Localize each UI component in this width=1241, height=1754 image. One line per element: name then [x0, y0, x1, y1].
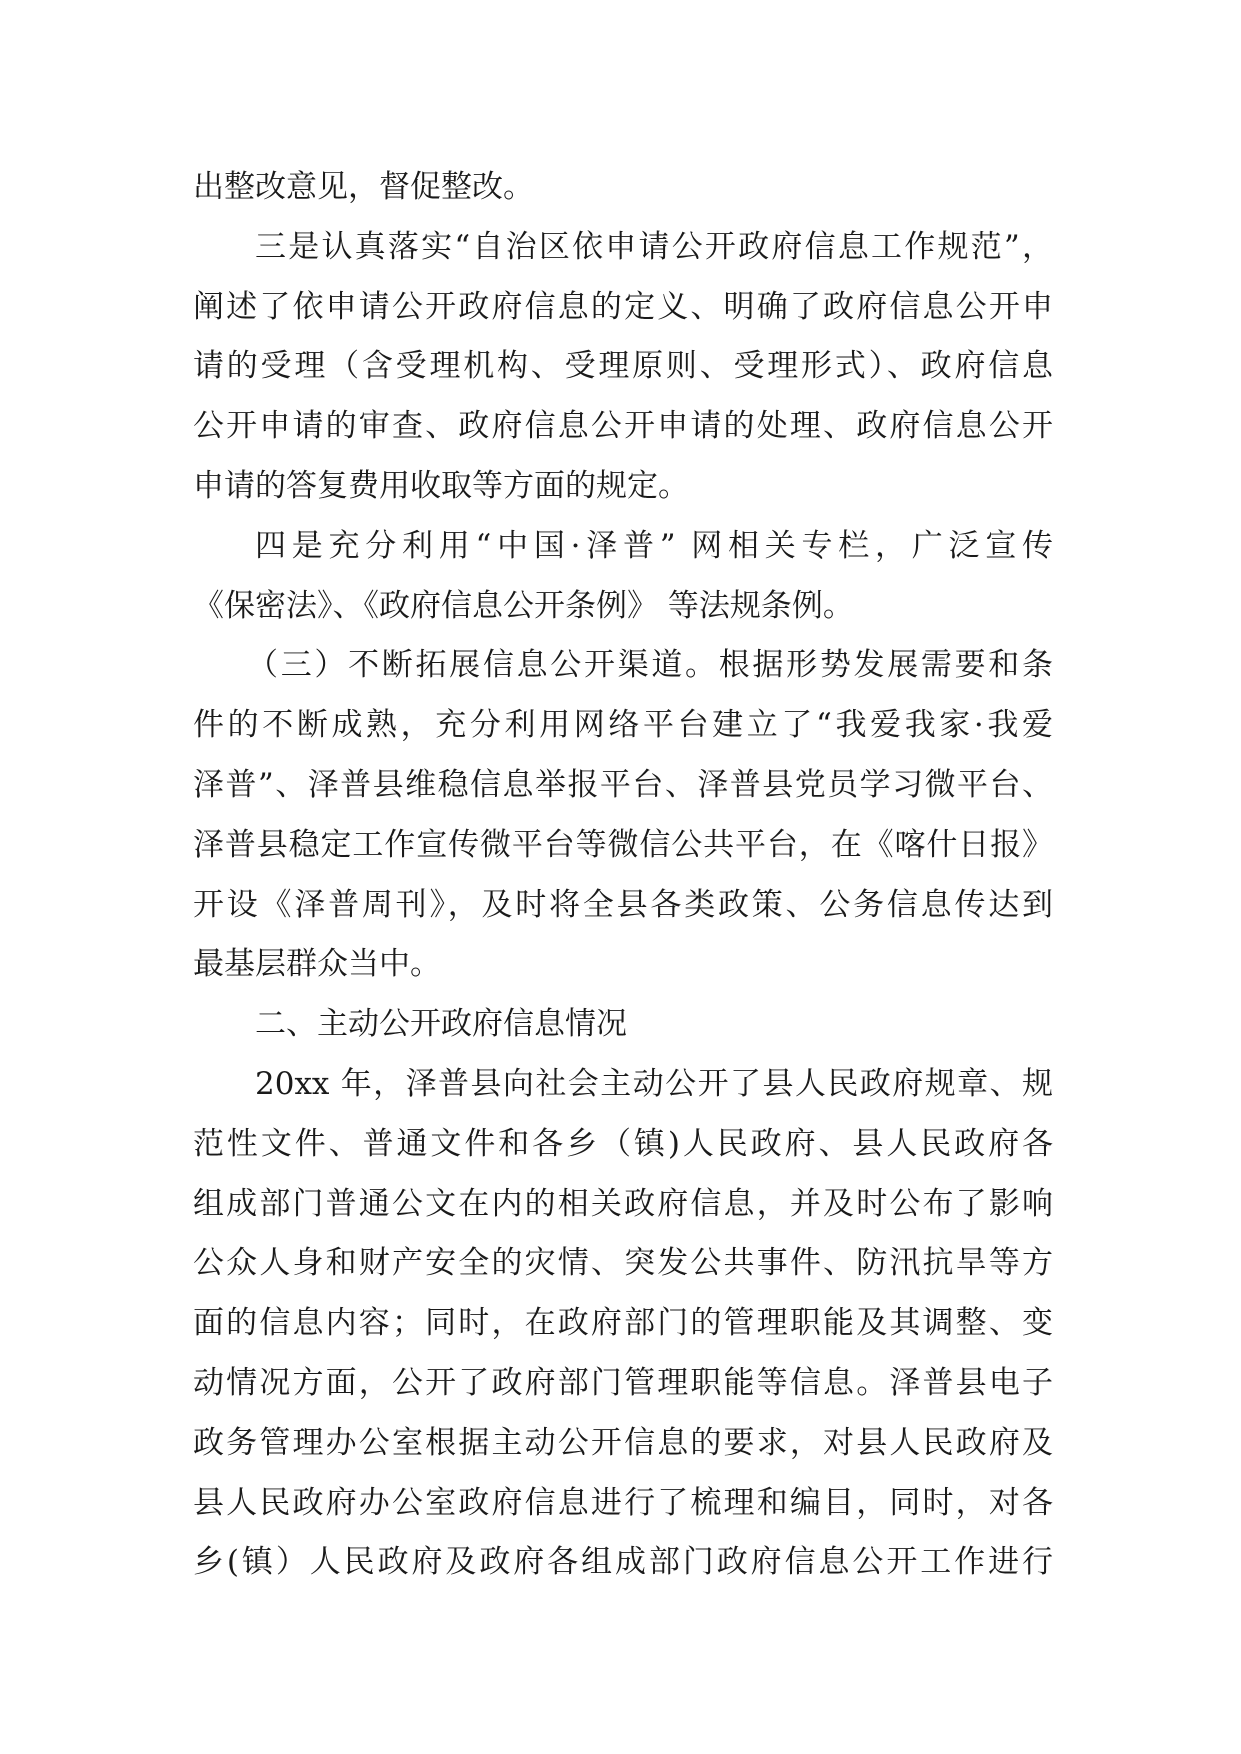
paragraph-line: 阐述了依申请公开政府信息的定义、明确了政府信息公开申	[193, 288, 1053, 325]
paragraph-line: 泽普县稳定工作宣传微平台等微信公共平台，在《喀什日报》	[193, 826, 1053, 863]
paragraph-line: 出整改意见，督促整改。	[193, 169, 534, 205]
document-body	[193, 158, 1053, 1593]
paragraph-line: 县人民政府办公室政府信息进行了梳理和编目，同时，对各	[193, 1484, 1053, 1521]
paragraph-line: 《保密法》、《政府信息公开条例》 等法规条例。	[193, 587, 854, 624]
paragraph-line: 20xx 年，泽普县向社会主动公开了县人民政府规章、规	[255, 1065, 1053, 1102]
paragraph-line: 公开申请的审查、政府信息公开申请的处理、政府信息公开	[193, 408, 1053, 445]
paragraph-line: 公众人身和财产安全的灾情、突发公共事件、防汛抗旱等方	[193, 1245, 1053, 1282]
paragraph-line: 组成部门普通公文在内的相关政府信息，并及时公布了影响	[193, 1185, 1053, 1222]
paragraph-line: 乡(镇）人民政府及政府各组成部门政府信息公开工作进行	[193, 1544, 1053, 1581]
paragraph-line: 泽普”、泽普县维稳信息举报平台、泽普县党员学习微平台、	[193, 766, 1053, 803]
paragraph-line: 政务管理办公室根据主动公开信息的要求，对县人民政府及	[193, 1424, 1053, 1461]
paragraph-line: 动情况方面，公开了政府部门管理职能等信息。泽普县电子	[193, 1364, 1053, 1401]
paragraph-line: 面的信息内容；同时，在政府部门的管理职能及其调整、变	[193, 1305, 1053, 1342]
paragraph-line: 范性文件、普通文件和各乡（镇)人民政府、县人民政府各	[193, 1125, 1053, 1162]
paragraph-line: 开设《泽普周刊》，及时将全县各类政策、公务信息传达到	[193, 886, 1053, 923]
section-heading: 二、主动公开政府信息情况	[255, 1006, 627, 1043]
section-heading-line: （三）不断拓展信息公开渠道。根据形势发展需要和条	[247, 647, 1053, 684]
paragraph-line: 件的不断成熟，充分利用网络平台建立了“我爱我家·我爱	[193, 707, 1053, 744]
paragraph-line: 最基层群众当中。	[193, 946, 441, 983]
paragraph-line: 四是充分利用“中国·泽普” 网相关专栏，广泛宣传	[255, 527, 1053, 564]
paragraph-line: 请的受理（含受理机构、受理原则、受理形式）、政府信息	[193, 348, 1053, 385]
paragraph-line: 三是认真落实“自治区依申请公开政府信息工作规范”，	[255, 228, 1053, 265]
paragraph-line: 申请的答复费用收取等方面的规定。	[193, 467, 689, 504]
